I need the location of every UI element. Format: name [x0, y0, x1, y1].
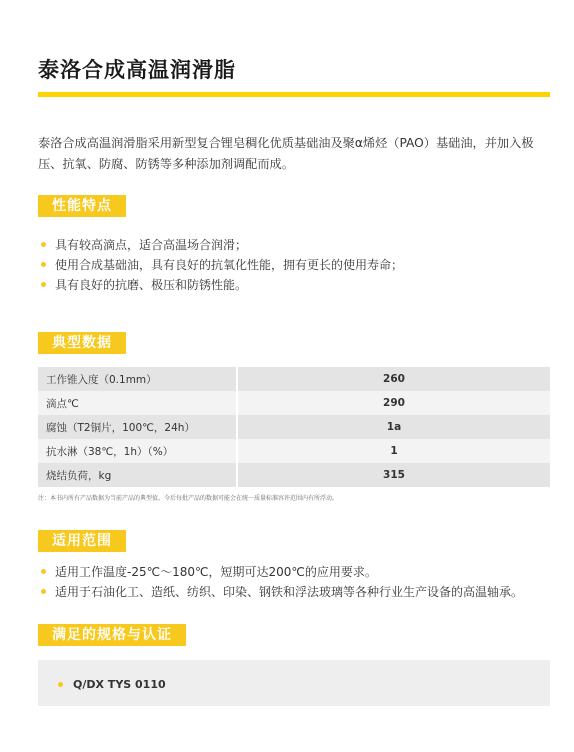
table-cell-value: 260	[237, 367, 550, 391]
table-row	[38, 391, 550, 415]
features-list	[38, 235, 550, 295]
table-cell-label: 抗水淋（38℃，1h）（%）	[38, 439, 237, 463]
list-item: 具有良好的抗磨、极压和防锈性能。	[38, 275, 550, 295]
section-heading-typical-data: 典型数据	[38, 332, 126, 354]
intro-paragraph: 泰洛合成高温润滑脂采用新型复合锂皂稠化优质基础油及聚α烯烃（PAO）基础油，并加入极压、抗氧、防腐、防锈等多种添加剂调配而成。	[38, 136, 534, 171]
bullet-dot-icon	[58, 682, 63, 687]
table-row	[38, 367, 550, 391]
title-underline	[38, 92, 550, 97]
table-cell-label: 腐蚀（T2铜片，100℃，24h）	[38, 415, 237, 439]
applications-list	[38, 562, 550, 602]
table-cell-label: 工作锥入度（0.1mm）	[38, 367, 237, 391]
section-heading-features: 性能特点	[38, 195, 126, 217]
table-cell-value: 315	[237, 463, 550, 487]
list-item: 适用工作温度-25℃～180℃，短期可达200℃的应用要求。	[38, 562, 550, 582]
section-heading-specs: 满足的规格与认证	[38, 624, 186, 646]
table-cell-value: 290	[237, 391, 550, 415]
table-row	[38, 463, 550, 487]
specs-box	[38, 660, 550, 706]
table-cell-label: 滴点℃	[38, 391, 237, 415]
list-item: 具有较高滴点，适合高温场合润滑；	[38, 235, 550, 255]
table-footnote: 注：本书内所有产品数据为当前产品的典型值。今后每批产品的数据可能会在统一质量标准容许范围内有所浮动。	[38, 495, 339, 502]
page-title: 泰洛合成高温润滑脂	[38, 58, 236, 82]
table-row	[38, 415, 550, 439]
section-heading-applications: 适用范围	[38, 530, 126, 552]
table-cell-value: 1	[237, 439, 550, 463]
list-item: 适用于石油化工、造纸、纺织、印染、钢铁和浮法玻璃等各种行业生产设备的高温轴承。	[38, 582, 550, 602]
list-item: 使用合成基础油，具有良好的抗氧化性能，拥有更长的使用寿命；	[38, 255, 550, 275]
table-cell-value: 1a	[237, 415, 550, 439]
table-cell-label: 烧结负荷，kg	[38, 463, 237, 487]
typical-data-table	[38, 367, 550, 487]
table-row	[38, 439, 550, 463]
spec-item-label: Q/DX TYS 0110	[73, 678, 166, 691]
spec-item	[58, 678, 166, 691]
